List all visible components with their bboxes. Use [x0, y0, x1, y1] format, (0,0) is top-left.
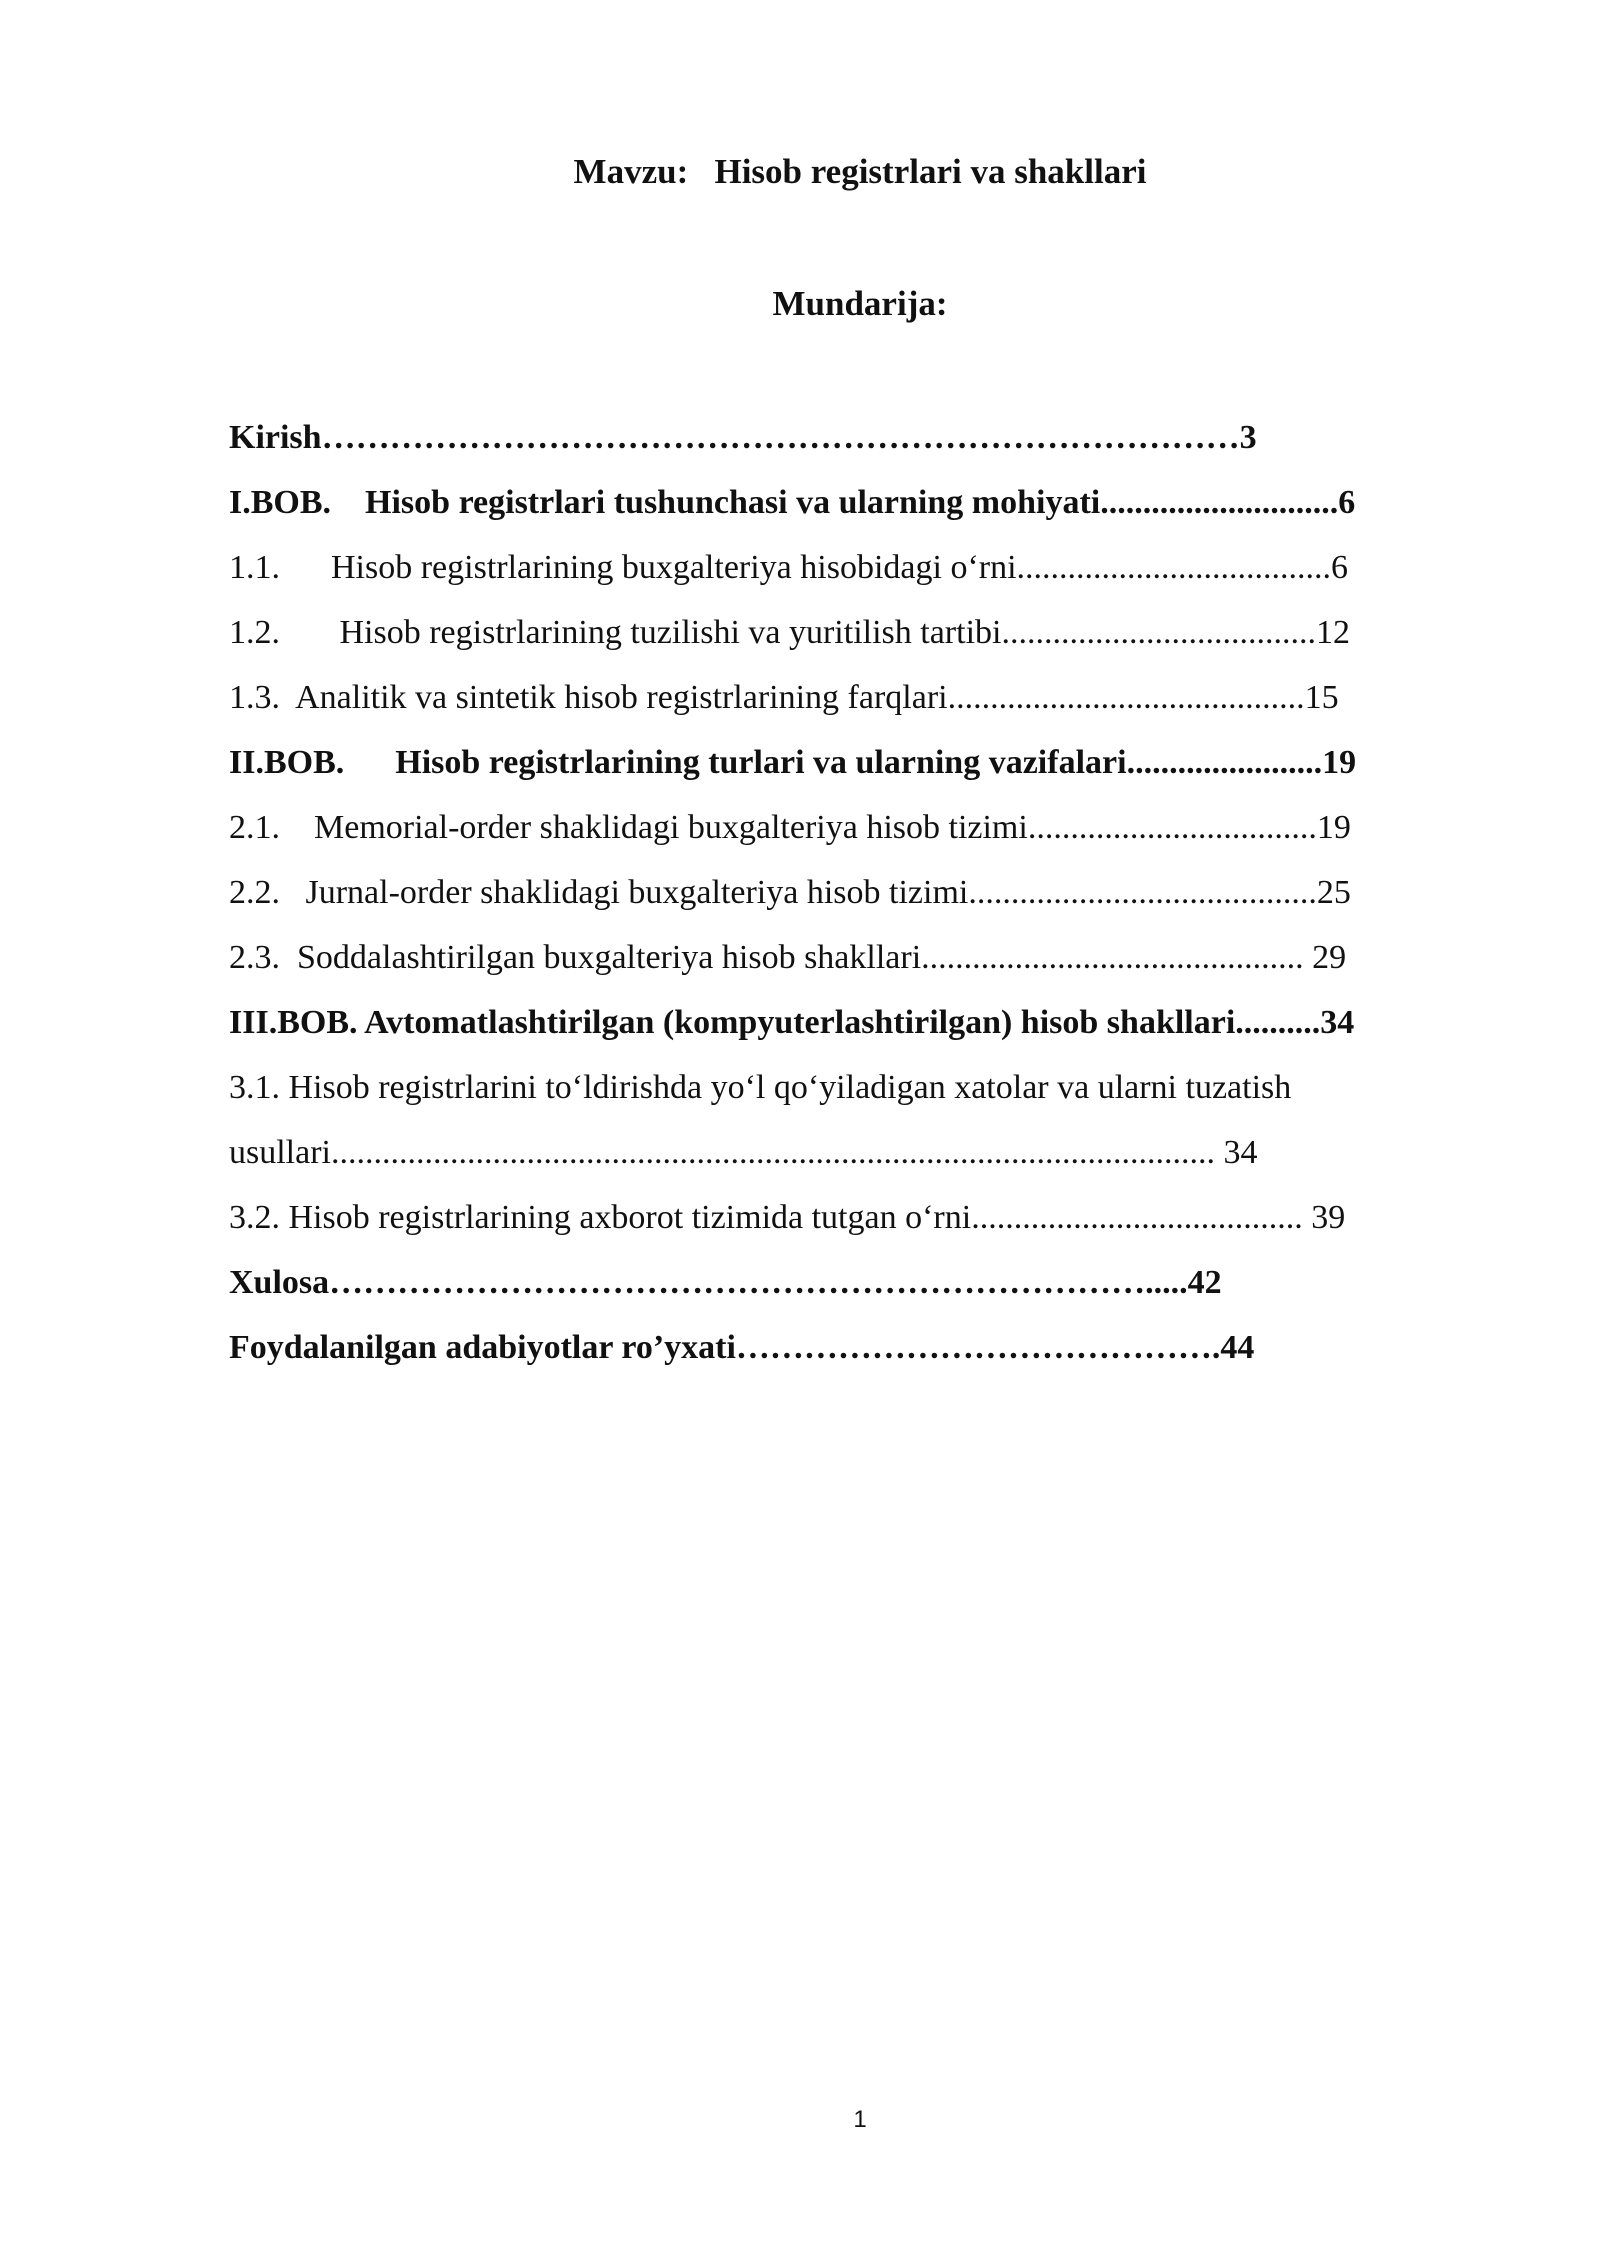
toc-entry-section-2-1: 2.1. Memorial-order shaklidagi buxgalteriya hisob tizimi..................................19: [229, 809, 1351, 846]
topic-title: Mavzu: Hisob registrlari va shakllari: [573, 152, 1147, 191]
toc-heading: Mundarija:: [772, 284, 948, 323]
toc-entry-section-3-2: 3.2. Hisob registrlarining axborot tizimida tutgan o‘rni....................................... 39: [229, 1199, 1346, 1236]
toc-entry-chapter-3: III.BOB. Avtomatlashtirilgan (kompyuterlashtirilgan) hisob shakllari..........34: [229, 1004, 1355, 1041]
page-number: 1: [853, 2106, 867, 2133]
toc-entry-section-3-1: 3.1. Hisob registrlarini to‘ldirishda yo‘l qo‘yiladigan xatolar va ularni tuzatish: [229, 1069, 1292, 1106]
toc-entry-section-1-3: 1.3. Analitik va sintetik hisob registrlarining farqlari..........................................15: [229, 679, 1339, 716]
toc-entry-chapter-2: II.BOB. Hisob registrlarining turlari va ularning vazifalari.......................19: [229, 744, 1357, 781]
toc-entry-chapter-1: I.BOB. Hisob registrlari tushunchasi va ularning mohiyati............................6: [229, 484, 1356, 521]
toc-entry-section-1-1: 1.1. Hisob registrlarining buxgalteriya hisobidagi o‘rni.....................................6: [229, 549, 1349, 586]
toc-entry-section-2-2: 2.2. Jurnal-order shaklidagi buxgalteriya hisob tizimi.........................................25: [229, 874, 1351, 911]
toc-entry-section-3-1-continued: usullari........................................................................................................ 34: [229, 1134, 1258, 1171]
toc-entry-references: Foydalanilgan adabiyotlar ro’yxati…………………………………….44: [229, 1329, 1255, 1366]
toc-entry-section-2-3: 2.3. Soddalashtirilgan buxgalteriya hisob shakllari............................................. 29: [229, 939, 1347, 976]
toc-entry-section-1-2: 1.2. Hisob registrlarining tuzilishi va yuritilish tartibi.....................................12: [229, 614, 1350, 651]
toc-entry-introduction: Kirish………………………………………………………………………3: [229, 419, 1257, 456]
toc-entry-conclusion: Xulosa……………………………………………………………….....42: [229, 1264, 1222, 1301]
